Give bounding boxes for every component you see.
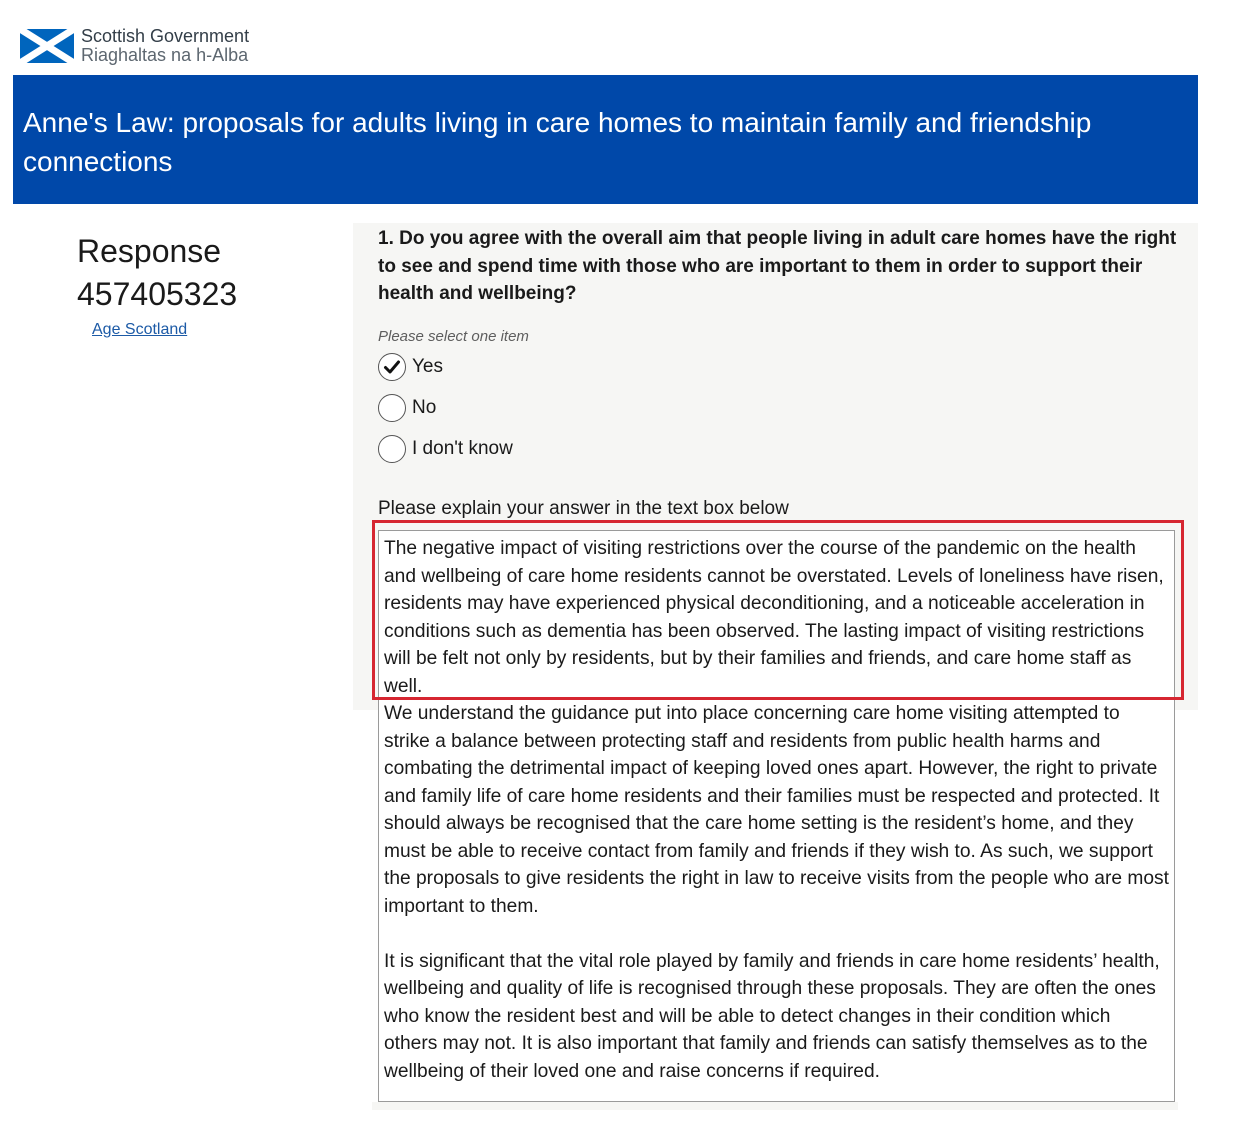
option-dont-know-label: I don't know — [412, 438, 513, 459]
answer-paragraph-1: The negative impact of visiting restrictions over the course of the pandemic on the health and wellbeing of care home residents cannot be overstated. Levels of loneliness have risen, residents may have experienced physical deconditioning, and a noticeable acceleration in conditions such as dementia has been observed. The lasting impact of visiting restrictions will be felt not only by residents, but by their families and friends, and care home staff as well. — [384, 538, 1164, 697]
answer-paragraph-3: It is significant that the vital role played by family and friends in care home residents’ health, wellbeing and quality of life is recognised through these proposals. They are often the ones who know the resident best and will be able to detect changes in their condition which others may not. It is also important that family and friends can satisfy themselves as to the wellbeing of their loved one and raise concerns if required. — [384, 950, 1160, 1082]
answer-textbox[interactable] — [378, 530, 1175, 1102]
option-no[interactable] — [378, 394, 436, 422]
title-banner — [13, 75, 1198, 204]
saltire-flag-icon — [20, 29, 74, 63]
organisation-link[interactable]: Age Scotland — [92, 321, 188, 338]
checkmark-icon — [383, 358, 401, 376]
option-dont-know[interactable] — [378, 435, 513, 463]
panel-bottom — [372, 1102, 1178, 1110]
radio-yes[interactable] — [378, 353, 406, 381]
option-no-label: No — [412, 397, 437, 418]
select-hint: Please select one item — [378, 328, 529, 345]
response-heading-label: Response — [77, 233, 222, 269]
radio-no[interactable] — [378, 394, 406, 422]
response-heading — [77, 230, 237, 316]
page-title: Anne's Law: proposals for adults living in care homes to maintain family and friendship connections — [23, 107, 1092, 177]
logo-text — [81, 27, 249, 65]
question-text: 1. Do you agree with the overall aim that people living in adult care homes have the right to see and spend time with those who are important to them in order to support their health and wellbeing? — [378, 228, 1177, 304]
explain-label: Please explain your answer in the text box below — [378, 498, 789, 519]
radio-dont-know[interactable] — [378, 435, 406, 463]
option-yes[interactable] — [378, 353, 443, 381]
logo-text-english: Scottish Government — [81, 26, 250, 46]
answer-paragraph-2: We understand the guidance put into place concerning care home visiting attempted to strike a balance between protecting staff and residents from public health harms and combating the detrimental impact of keeping loved ones apart. However, the right to private and family life of care home residents and their families must be respected and protected. It should always be recognised that the care home setting is the resident’s home, and they must be able to receive contact from family and friends if they wish to. As such, we support the proposals to give residents the right in law to receive visits from the people who are most important to them. — [384, 703, 1169, 917]
response-id: 457405323 — [77, 276, 238, 312]
logo-text-gaelic: Riaghaltas na h-Alba — [81, 45, 249, 65]
site-logo[interactable] — [20, 27, 249, 65]
option-yes-label: Yes — [412, 356, 443, 377]
